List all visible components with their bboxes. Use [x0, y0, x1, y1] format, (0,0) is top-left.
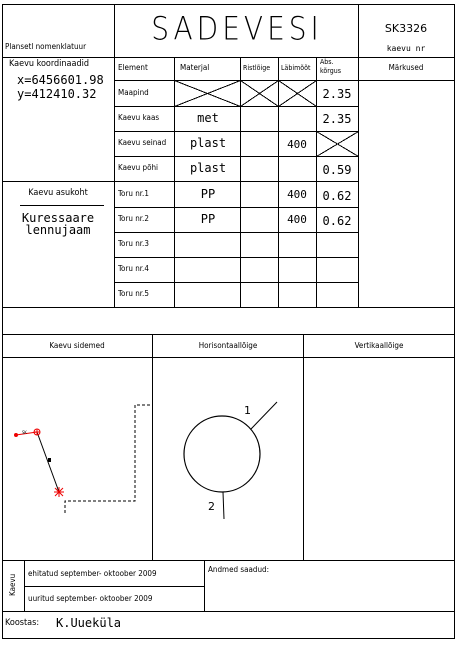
row-height: 0.62: [322, 189, 352, 203]
coordinate-y: y=412410.32: [17, 87, 97, 101]
well-number: SK3326: [384, 22, 428, 35]
row-element: Maapind: [118, 88, 149, 97]
well-number-label: kaevu nr: [386, 44, 426, 53]
author-label: Koostas:: [5, 618, 40, 628]
row-diameter: 400: [287, 188, 307, 201]
row-material: met: [197, 111, 219, 125]
row-diameter: 400: [287, 213, 307, 226]
document-title: SADEVESI: [151, 9, 323, 48]
row-element: Toru nr.1: [118, 189, 149, 198]
row-element: Toru nr.5: [118, 289, 149, 298]
built-date: ehitatud september- oktoober 2009: [28, 569, 157, 578]
outlet-star-icon: [54, 487, 64, 497]
pipe-2-label: 2: [208, 500, 215, 513]
pipe-1-line: [251, 402, 277, 429]
header-abs: Abs.: [320, 58, 334, 66]
connections-sketch: [2, 358, 152, 558]
row-height: 0.59: [322, 163, 352, 177]
header-material: Materjal: [180, 63, 210, 72]
header-element: Element: [118, 63, 148, 72]
manhole-circle: [184, 416, 260, 492]
location-label: Kaevu asukoht: [28, 188, 88, 198]
coordinate-x: x=6456601.98: [17, 73, 104, 87]
header-diameter: Läbimõõt: [281, 64, 311, 72]
data-obtained-label: Andmed saadud:: [208, 565, 270, 574]
section-connections: Kaevu sidemed: [49, 341, 105, 350]
nomenclature-label: Plansetl nomenklatuur: [5, 42, 87, 51]
location-line-1: Kuressaare: [21, 211, 95, 225]
row-height: 2.35: [322, 112, 352, 126]
section-horizontal: Horisontaallõige: [198, 341, 258, 350]
row-material: PP: [200, 187, 216, 201]
row-material: plast: [189, 161, 227, 175]
horizontal-section-drawing: [153, 358, 303, 558]
row-height: 0.62: [322, 214, 352, 228]
pipe-1-label: 1: [244, 404, 251, 417]
row-height: 2.35: [322, 87, 352, 101]
row-element: Toru nr.3: [118, 239, 149, 248]
coordinates-label: Kaevu koordinaadid: [9, 59, 90, 69]
pipe-2-line: [223, 492, 224, 519]
node-label: SK: [22, 430, 27, 435]
row-material: plast: [189, 136, 227, 150]
measured-date: uuritud september- oktoober 2009: [28, 594, 153, 603]
row-element: Toru nr.2: [118, 214, 149, 223]
location-line-2: lennujaam: [25, 223, 91, 237]
row-element: Kaevu põhi: [118, 163, 159, 172]
header-height: kõrgus: [320, 67, 341, 75]
row-element: Kaevu kaas: [118, 113, 160, 122]
well-side-label: Kaevu: [8, 573, 17, 596]
junction-node-icon: [14, 433, 18, 437]
row-material: PP: [200, 212, 216, 226]
row-element: Kaevu seinad: [118, 138, 167, 147]
header-cross-section: Ristlõige: [243, 64, 271, 72]
section-vertical: Vertikaallõige: [354, 341, 404, 350]
row-diameter: 400: [287, 138, 307, 151]
row-element: Toru nr.4: [118, 264, 149, 273]
author-name: K.Uueküla: [56, 616, 122, 630]
header-notes: Märkused: [388, 63, 424, 72]
